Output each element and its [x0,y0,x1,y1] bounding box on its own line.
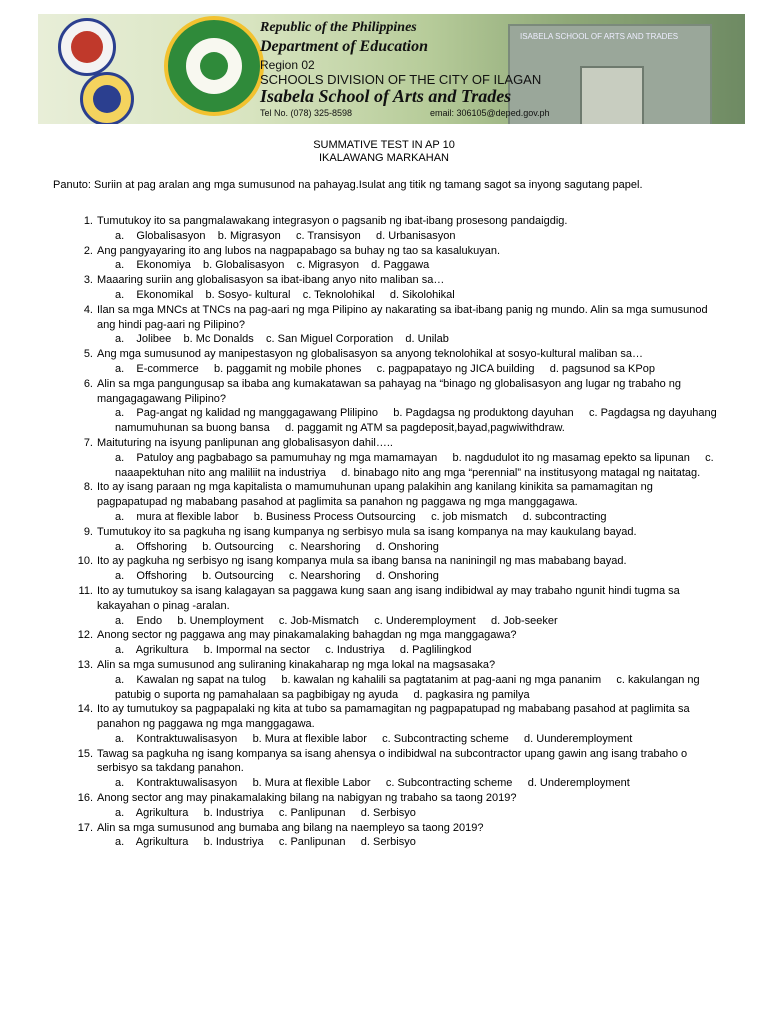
page-subtitle: IKALAWANG MARKAHAN [319,152,449,164]
division-seal-logo [80,72,134,124]
school-seal-logo [164,16,264,116]
question-number: 8. [83,481,93,494]
question-number: 16. [77,792,93,805]
question-list [53,214,723,850]
answer-choices: a. Pag-angat ng kalidad ng manggagawang Plilipino b. Pagdagsa ng produktong dayuhan c. Pagdagsa ng dayuhang namumuhunan sa buong bansa d. paggamit ng ATM sa pagdeposit,bayad,pagwiwithdraw. [115,407,720,435]
question-item [53,628,723,643]
question-item [53,214,723,229]
question-item [53,436,723,451]
question-item [53,702,723,732]
question-item [53,303,723,333]
answer-choices: a. Offshoring b. Outsourcing c. Nearshoring d. Onshoring [115,540,439,553]
answer-choices: a. Offshoring b. Outsourcing c. Nearshoring d. Onshoring [115,570,439,583]
answer-choices: a. Agrikultura b. Industriya c. Panlipunan d. Serbisyo [115,836,416,849]
question-text: Alin sa mga sumusunod ang bumaba ang bilang na naempleyo sa taong 2019? [97,821,484,834]
question-item [53,480,723,510]
question-number: 1. [83,215,93,227]
question-text: Ilan sa mga MNCs at TNCs na pag-aari ng mga Pilipino ay nakarating sa ibat-ibang panig ng mundo. Alin sa mga sumusunod ang hindi pag-aari ng Pilipino? [97,303,708,331]
question-number: 12. [77,629,93,642]
question-text: Tumutukoy ito sa pangmalawakang integrasyon o pagsanib ng ibat-ibang prosesong pandaigdig. [97,215,568,227]
region-label: Region 02 [260,58,315,72]
answer-choices: a. mura at flexible labor b. Business Process Outsourcing c. job mismatch d. subcontracting [115,510,607,523]
question-item [53,244,723,259]
question-item [53,821,723,836]
question-number: 15. [77,747,93,760]
question-item [53,747,723,777]
answer-choices: a. E-commerce b. paggamit ng mobile phones c. pagpapatayo ng JICA building d. pagsunod sa KPop [115,362,655,375]
question-number: 14. [77,703,93,716]
question-number: 10. [77,555,93,568]
answer-choices: a. Kontraktuwalisasyon b. Mura at flexible labor c. Subcontracting scheme d. Uunderemployment [115,732,633,745]
answer-choices: a. Ekonomiya b. Globalisasyon c. Migrasyon d. Paggawa [115,259,430,272]
school-name: Isabela School of Arts and Trades [260,86,512,106]
question-text: Ito ay pagkuha ng serbisyo ng isang kompanya mula sa ibang bansa na naniningil ng mas mababang bayad. [97,555,627,568]
answer-choices: a. Kawalan ng sapat na tulog b. kawalan ng kahalili sa pagtatanim at pag-aani ng mga pananim c. kakulangan ng patubig o suporta ng pamahalaan sa pagbibigay ng ayuda d. pagkasira ng pamilya [115,673,703,701]
question-text: Ang mga sumusunod ay manipestasyon ng globalisasyon sa anyong teknolohikal at sosyo-kultural maliban sa… [97,348,644,361]
answer-choices: a. Agrikultura b. Industriya c. Panlipunan d. Serbisyo [115,806,416,819]
question-text: Maaaring suriin ang globalisasyon sa ibat-ibang anyo nito maliban sa… [97,274,445,287]
question-number: 9. [83,525,93,538]
question-text: Tumutukoy ito sa pagkuha ng isang kumpanya ng serbisyo mula sa isang kompanya na may kaukulang bayad. [97,525,637,538]
building-sign: ISABELA SCHOOL OF ARTS AND TRADES [520,32,679,41]
republic-label: Republic of the Philippines [260,20,417,35]
answer-choices: a. Patuloy ang pagbabago sa pamumuhay ng mga mamamayan b. nagdudulot ito ng masamag epekto sa lipunan c. naaapektuhan nito ang maliliit na industriya d. binabago nito ang mga “perennial” na institusyong matagal ng naitatag. [115,451,717,479]
question-text: Anong sector ng paggawa ang may pinakamalaking bahagdan ng mga manggagawa? [97,629,517,642]
question-text: Tawag sa pagkuha ng isang kompanya sa isang ahensya o indibidwal na subcontractor upang gawin ang isang trabaho o serbisyo sa takdang panahon. [97,747,688,775]
question-text: Alin sa mga sumusunod ang suliraning kinakaharap ng mga lokal na magsasaka? [97,658,496,671]
question-text: Ito ay tumutukoy sa isang kalagayan sa paggawa kung saan ang isang indibidwal ay may trabaho ngunit hindi tugma sa kakayahan o pinag -aralan. [97,584,680,612]
question-text: Ito ay tumutukoy sa pagpapalaki ng kita at tubo sa pamamagitan ng pagpapatupad ng mababang pasahod at paglimita sa panahon ng paggawa ng mga manggagawa. [97,703,690,731]
question-number: 7. [83,436,93,449]
question-number: 5. [83,348,93,361]
question-item [53,584,723,614]
question-item [53,347,723,362]
question-item [53,554,723,569]
email-label: email: 306105@deped.gov.ph [430,108,550,118]
question-item [53,791,723,806]
question-text: Ito ay isang paraan ng mga kapitalista o mamumuhunan upang palakihin ang kanilang kinikita sa pamamagitan ng pagpapatupad ng mababang pasahod at paglimita sa panahon ng paggawa ng mga manggagawa. [97,481,653,509]
question-number: 17. [77,821,93,834]
telephone-label: Tel No. (078) 325-8598 [260,108,353,118]
department-label: Department of Education [260,38,429,55]
question-number: 13. [77,658,93,671]
question-item [53,525,723,540]
answer-choices: a. Jolibee b. Mc Donalds c. San Miguel Corporation d. Unilab [115,333,449,346]
instructions: Panuto: Suriin at pag aralan ang mga sumusunod na pahayag.Isulat ang titik ng tamang sagot sa inyong sagutang papel. [53,179,643,191]
page-title: SUMMATIVE TEST IN AP 10 [313,139,455,151]
question-number: 4. [83,303,93,316]
answer-choices: a. Globalisasyon b. Migrasyon c. Transisyon d. Urbanisasyon [115,229,456,242]
question-text: Ang pangyayaring ito ang lubos na nagpapabago sa buhay ng tao sa kasalukuyan. [97,244,501,257]
answer-choices: a. Endo b. Unemployment c. Job-Mismatch c. Underemployment d. Job-seeker [115,614,558,627]
question-item [53,377,723,407]
answer-choices: a. Kontraktuwalisasyon b. Mura at flexible Labor c. Subcontracting scheme d. Underemployment [115,777,630,790]
question-text: Alin sa mga pangungusap sa ibaba ang kumakatawan sa pahayag na “binago ng globalisasyon ang lugar ng trabaho ng mangagagawang Pilipino? [97,377,682,405]
question-text: Maituturing na isyung panlipunan ang globalisasyon dahil….. [97,436,393,449]
question-number: 11. [78,584,93,597]
question-item [53,658,723,673]
question-number: 2. [83,244,93,257]
question-number: 3. [83,274,93,287]
division-label: SCHOOLS DIVISION OF THE CITY OF ILAGAN [260,72,542,87]
answer-choices: a. Agrikultura b. Impormal na sector c. Industriya d. Paglilingkod [115,644,472,657]
question-number: 6. [83,377,93,390]
question-text: Anong sector ang may pinakamalaking bilang na nabigyan ng trabaho sa taong 2019? [97,792,517,805]
header-banner [38,14,745,124]
answer-choices: a. Ekonomikal b. Sosyo- kultural c. Teknolohikal d. Sikolohikal [115,288,455,301]
question-item [53,273,723,288]
deped-seal-logo [58,18,116,76]
